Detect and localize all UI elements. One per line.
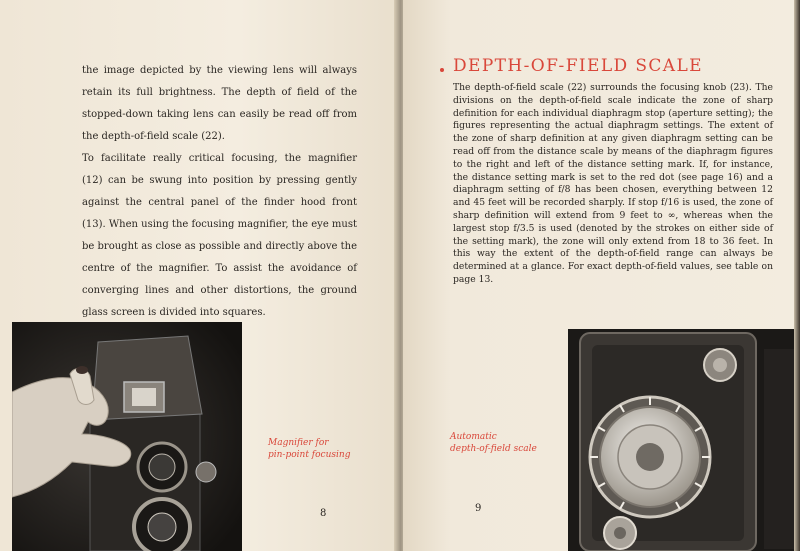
right-paragraph: The depth-of-field scale (22) surrounds the focusing knob (23). The divisions on the depth-of-field scale indicate the zone of sharp definition for each individual diaphragm stop (aperture setting); the figures representing the actual diaphragm settings. The extent of the zone of sharp definition at any given diaphragm setting can be read off from the distance scale by means of the diaphragm figures to the right and left of the distance setting mark. If, for instance, the distance setting mark is set to the red dot (see page 16) and a diaphragm setting of f/8 has been chosen, everything between 12 and 45 feet will be recorded sharply. If stop f/16 is used, the zone of sharp definition will extend from 9 feet to ∞, whereas when the largest stop f/3.5 is used (denoted by the strokes on either side of the setting mark), the zone will only extend from 18 to 36 feet. In this way the extent of the depth-of-field range can always be determined at a glance. For exact depth-of-field values, see table on page 13. <box>453 82 773 285</box>
dof-caption-line1: Automatic <box>450 432 497 442</box>
magnifier-photo <box>12 322 242 551</box>
page-left <box>0 0 398 551</box>
dof-scale-caption <box>450 431 537 455</box>
left-paragraph-2: To facilitate really critical focusing, the magnifier (12) can be swung into position by pressing gently against the central panel of the finder hood front (13). When using the focusing magnifier, the eye must be brought as close as possible and directly above the centre of the magnifier. To assist the avoidance of converging lines and other distortions, the ground glass screen is divided into squares. <box>82 153 358 318</box>
left-body-text <box>82 60 357 324</box>
magnifier-caption-line1: Magnifier for <box>268 438 329 448</box>
heading-bullet <box>440 68 444 72</box>
page-right <box>403 0 800 551</box>
book-edge-right <box>794 0 800 551</box>
magnifier-caption-line2: pin-point focusing <box>268 450 351 460</box>
section-heading: DEPTH-OF-FIELD SCALE <box>453 56 703 76</box>
page-number-left: 8 <box>320 508 327 519</box>
right-body-text <box>453 82 773 287</box>
page-number-right: 9 <box>475 503 482 514</box>
dof-scale-photo <box>568 329 800 551</box>
left-paragraph-1: the image depicted by the viewing lens will always retain its full brightness. The depth of field of the stopped-down taking lens can easily be read off from the depth-of-field scale (22). <box>82 65 357 142</box>
dof-caption-line2: depth-of-field scale <box>450 444 537 454</box>
magnifier-caption <box>268 437 350 461</box>
